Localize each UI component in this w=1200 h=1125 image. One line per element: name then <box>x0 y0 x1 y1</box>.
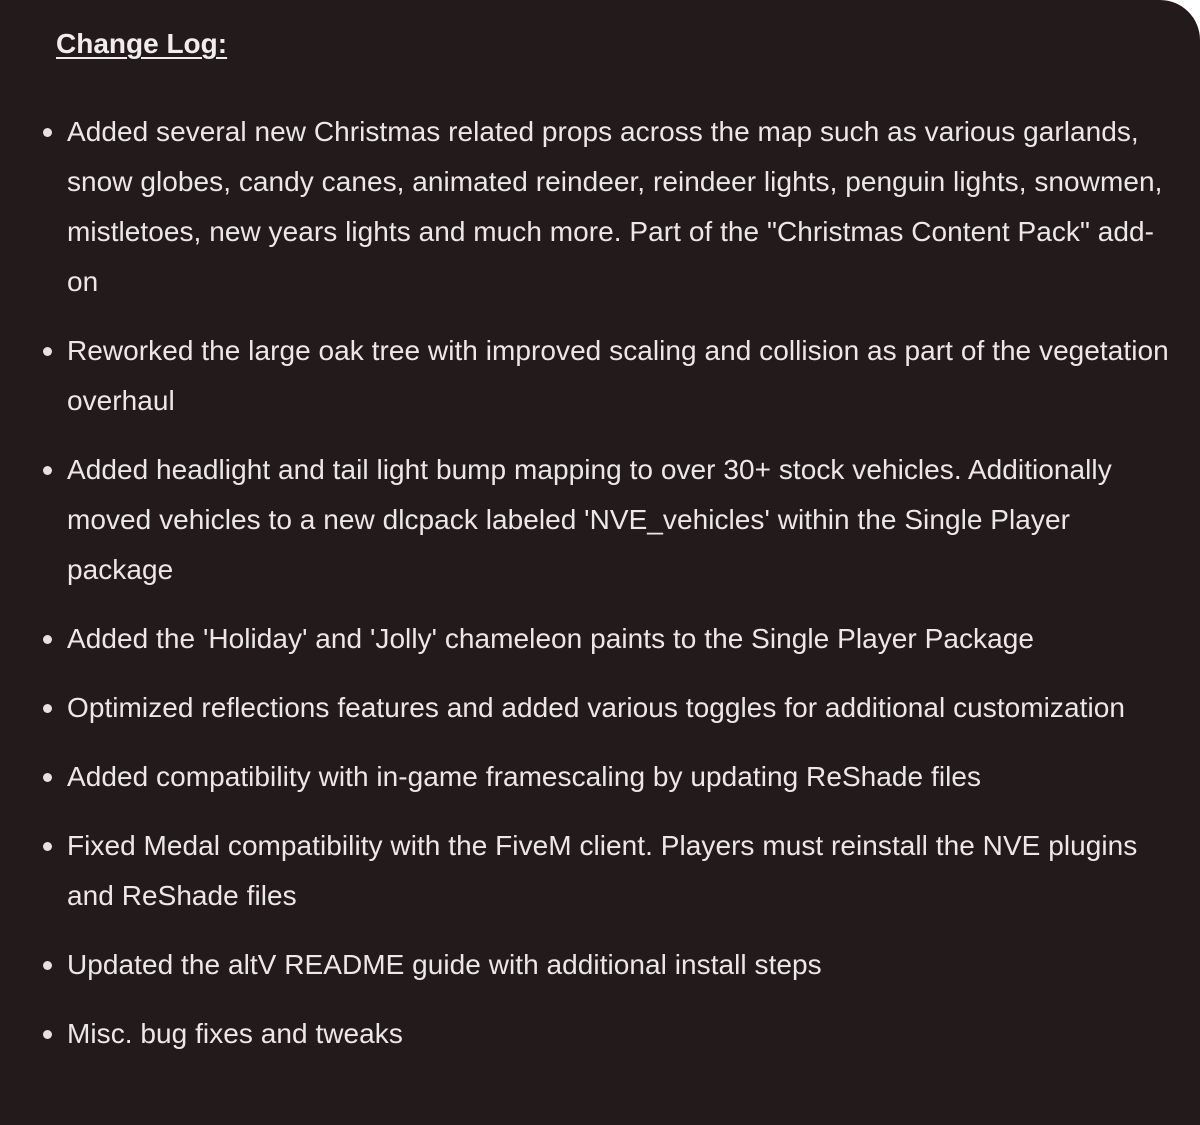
list-item-text: Reworked the large oak tree with improved scaling and collision as part of the vegetation overhaul <box>67 335 1169 416</box>
bullet-icon <box>43 128 52 137</box>
list-item-text: Updated the altV README guide with additional install steps <box>67 949 822 980</box>
list-item-text: Added compatibility with in-game framescaling by updating ReShade files <box>67 761 982 792</box>
list-item-text: Added several new Christmas related props across the map such as various garlands, snow globes, candy canes, animated reindeer, reindeer lights, penguin lights, snowmen, mistletoes, new years lights and much more. Part of the "Christmas Content Pack" add-on <box>67 116 1163 297</box>
list-item-text: Fixed Medal compatibility with the FiveM client. Players must reinstall the NVE plugins and ReShade files <box>67 830 1138 911</box>
bullet-icon <box>43 635 52 644</box>
list-item <box>40 326 1175 426</box>
bullet-icon <box>43 961 52 970</box>
list-item <box>40 1009 1175 1059</box>
list-item-text: Added the 'Holiday' and 'Jolly' chameleon paints to the Single Player Package <box>67 623 1034 654</box>
list-item <box>40 445 1175 595</box>
list-item <box>40 614 1175 664</box>
list-item <box>40 107 1175 307</box>
list-item-text: Optimized reflections features and added various toggles for additional customization <box>67 692 1125 723</box>
bullet-icon <box>43 466 52 475</box>
bullet-icon <box>43 1030 52 1039</box>
bullet-icon <box>43 842 52 851</box>
list-item <box>40 940 1175 990</box>
changelog-title: Change Log: <box>56 28 228 59</box>
list-item-text: Added headlight and tail light bump mapping to over 30+ stock vehicles. Additionally moved vehicles to a new dlcpack labeled 'NVE_vehicles' within the Single Player package <box>67 454 1112 585</box>
list-item <box>40 821 1175 921</box>
list-item-text: Misc. bug fixes and tweaks <box>67 1018 403 1049</box>
bullet-icon <box>43 704 52 713</box>
bullet-icon <box>43 773 52 782</box>
list-item <box>40 683 1175 733</box>
list-item <box>40 752 1175 802</box>
bullet-icon <box>43 347 52 356</box>
changelog-list <box>40 107 1175 1078</box>
